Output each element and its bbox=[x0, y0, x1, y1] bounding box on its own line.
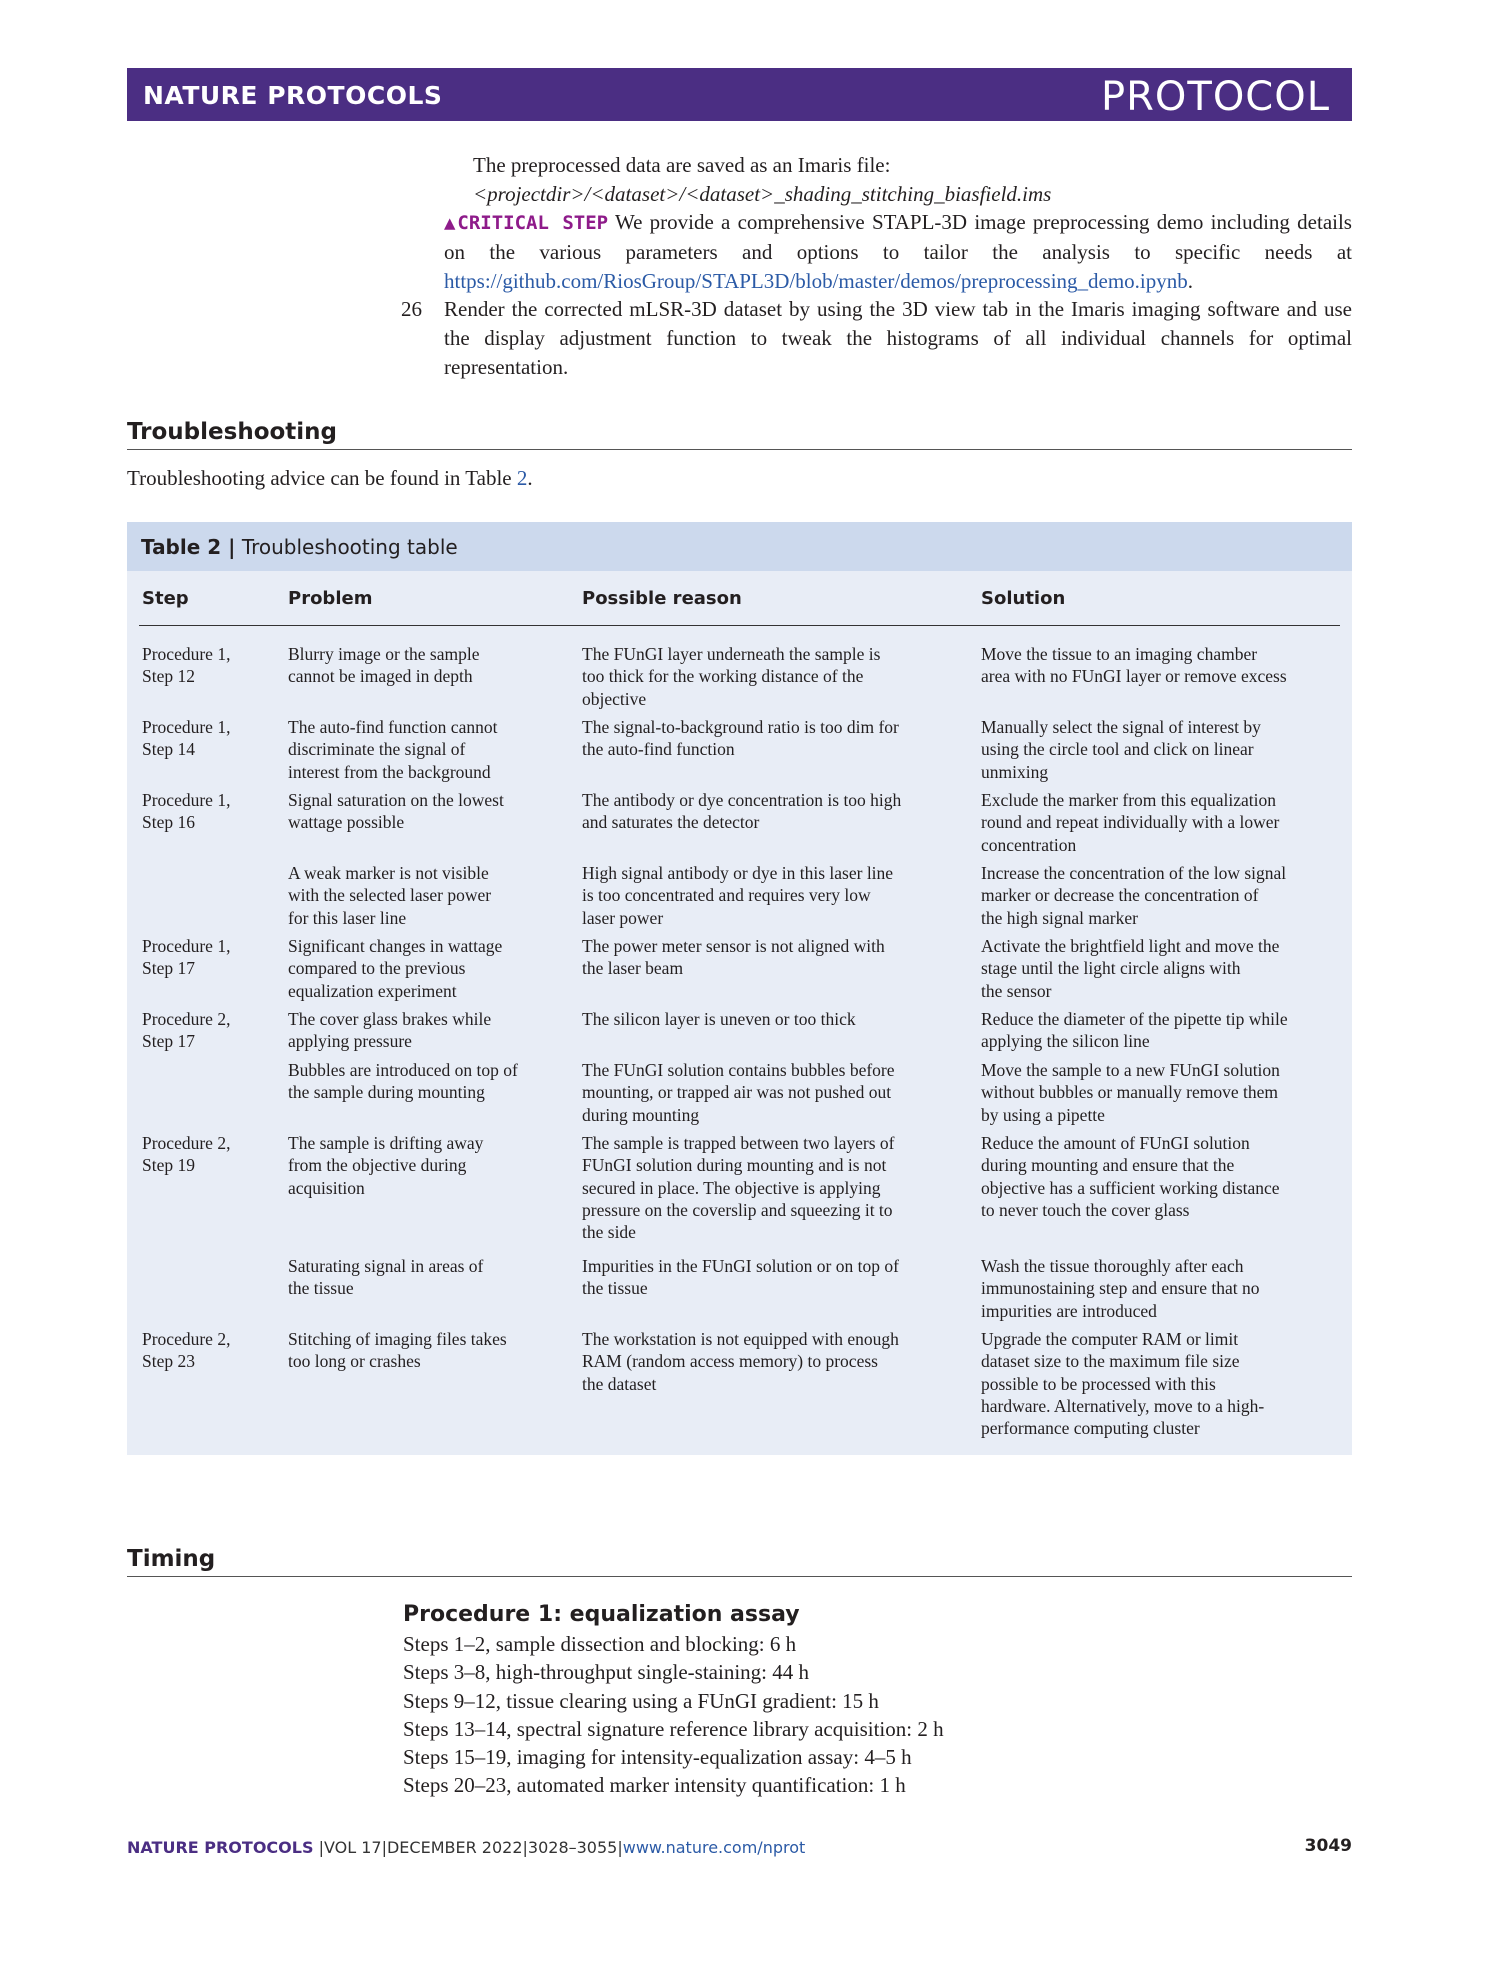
table-header-solution: Solution bbox=[981, 588, 1066, 609]
cell-solution: Upgrade the computer RAM or limit dataset size to the maximum file size possible to be processed with this hardware. Alternatively, move to a high- performance computing cluster bbox=[981, 1329, 1265, 1439]
cell-step: Procedure 1, Step 16 bbox=[142, 790, 231, 833]
table-header-reason: Possible reason bbox=[582, 588, 742, 609]
footer-brand: NATURE PROTOCOLS bbox=[127, 1838, 314, 1857]
cell-reason: The antibody or dye concentration is too high and saturates the detector bbox=[582, 790, 902, 833]
cell-reason: Impurities in the FUnGI solution or on top of the tissue bbox=[582, 1256, 899, 1299]
step-26-text: Render the corrected mLSR-3D dataset by using the 3D view tab in the Imaris imaging software and use the display adjustment function to tweak the histograms of all individual channels for optimal representation. bbox=[444, 297, 1352, 379]
cell-step: Procedure 1, Step 14 bbox=[142, 717, 231, 760]
cell-solution: Reduce the amount of FUnGI solution during mounting and ensure that the objective has a sufficient working distance to never touch the cover glass bbox=[981, 1133, 1280, 1220]
footer-url-link[interactable]: www.nature.com/nprot bbox=[622, 1838, 806, 1857]
cell-reason: The sample is trapped between two layers of FUnGI solution during mounting and is not secured in place. The objective is applying pressure on the coverslip and squeezing it to the side bbox=[582, 1133, 895, 1243]
cell-problem: The cover glass brakes while applying pressure bbox=[288, 1009, 492, 1052]
cell-solution: Exclude the marker from this equalization round and repeat individually with a lower concentration bbox=[981, 790, 1280, 855]
footer-date: DECEMBER 2022 bbox=[386, 1838, 523, 1857]
ims-file-path: <projectdir>/<dataset>/<dataset>_shading_stitching_biasfield.ims bbox=[473, 182, 1052, 206]
cell-problem: Bubbles are introduced on top of the sample during mounting bbox=[288, 1060, 518, 1103]
table-2-link[interactable]: 2 bbox=[516, 466, 528, 490]
cell-reason: The silicon layer is uneven or too thick bbox=[582, 1009, 856, 1029]
cell-solution: Move the sample to a new FUnGI solution without bubbles or manually remove them by using a pipette bbox=[981, 1060, 1280, 1125]
critical-step-paragraph: ▲CRITICAL STEP We provide a comprehensive STAPL-3D image preprocessing demo including details on the various parameters and options to tailor the analysis to specific needs at https://github.com/RiosGroup/STAPL3D/blob/master/demos/preprocessing_demo.ipynb. bbox=[444, 210, 1352, 293]
timing-list bbox=[403, 1630, 944, 1800]
cell-problem: A weak marker is not visible with the selected laser power for this laser line bbox=[288, 863, 492, 928]
preprocessed-data-line: The preprocessed data are saved as an Imaris file: bbox=[473, 153, 891, 177]
cell-step: Procedure 1, Step 12 bbox=[142, 644, 231, 687]
cell-step: Procedure 1, Step 17 bbox=[142, 936, 231, 979]
timing-heading: Timing bbox=[127, 1546, 1352, 1577]
cell-reason: The signal-to-background ratio is too dim for the auto-find function bbox=[582, 717, 899, 760]
cell-step: Procedure 2, Step 17 bbox=[142, 1009, 231, 1052]
cell-reason: The FUnGI solution contains bubbles before mounting, or trapped air was not pushed out during mounting bbox=[582, 1060, 895, 1125]
cell-reason: The workstation is not equipped with enough RAM (random access memory) to process the dataset bbox=[582, 1329, 899, 1394]
step-number: 26 bbox=[401, 297, 422, 321]
cell-solution: Manually select the signal of interest by using the circle tool and click on linear unmixing bbox=[981, 717, 1261, 782]
procedure-1-title: Procedure 1: equalization assay bbox=[403, 1602, 800, 1627]
page-footer: NATURE PROTOCOLS |VOL 17|DECEMBER 2022|3028–3055|www.nature.com/nprot bbox=[127, 1838, 806, 1857]
table-header-problem: Problem bbox=[288, 588, 373, 609]
cell-problem: Blurry image or the sample cannot be imaged in depth bbox=[288, 644, 480, 687]
timing-item: Steps 3–8, high-throughput single-staining: 44 h bbox=[403, 1660, 809, 1685]
cell-solution: Reduce the diameter of the pipette tip while applying the silicon line bbox=[981, 1009, 1288, 1052]
cell-reason: The FUnGI layer underneath the sample is too thick for the working distance of the objective bbox=[582, 644, 881, 709]
cell-step: Procedure 2, Step 19 bbox=[142, 1133, 231, 1176]
journal-header-bar bbox=[127, 68, 1352, 121]
cell-step: Procedure 2, Step 23 bbox=[142, 1329, 231, 1372]
cell-problem: Significant changes in wattage compared to the previous equalization experiment bbox=[288, 936, 503, 1001]
article-type: PROTOCOL bbox=[1100, 74, 1330, 120]
cell-problem: The auto-find function cannot discriminate the signal of interest from the background bbox=[288, 717, 498, 782]
timing-item: Steps 15–19, imaging for intensity-equalization assay: 4–5 h bbox=[403, 1745, 912, 1770]
table-title-bar bbox=[127, 522, 1352, 571]
cell-solution: Increase the concentration of the low signal marker or decrease the concentration of the high signal marker bbox=[981, 863, 1287, 928]
preprocessing-demo-link[interactable]: https://github.com/RiosGroup/STAPL3D/blob/master/demos/preprocessing_demo.ipynb bbox=[444, 269, 1188, 293]
cell-problem: The sample is drifting away from the objective during acquisition bbox=[288, 1133, 484, 1198]
table-title: Table 2 | Troubleshooting table bbox=[141, 535, 458, 559]
cell-problem: Stitching of imaging files takes too long or crashes bbox=[288, 1329, 507, 1372]
cell-solution: Activate the brightfield light and move the stage until the light circle aligns with the sensor bbox=[981, 936, 1280, 1001]
page-number: 3049 bbox=[1304, 1836, 1352, 1856]
critical-step-label: ▲CRITICAL STEP bbox=[444, 212, 609, 234]
timing-item: Steps 13–14, spectral signature reference library acquisition: 2 h bbox=[403, 1716, 944, 1741]
troubleshooting-advice: Troubleshooting advice can be found in Table 2. bbox=[127, 466, 533, 490]
troubleshooting-heading: Troubleshooting bbox=[127, 419, 1352, 450]
table-header-rule bbox=[139, 625, 1340, 626]
footer-volume: VOL 17 bbox=[323, 1838, 382, 1857]
cell-problem: Saturating signal in areas of the tissue bbox=[288, 1256, 484, 1299]
cell-solution: Move the tissue to an imaging chamber area with no FUnGI layer or remove excess bbox=[981, 644, 1287, 687]
cell-problem: Signal saturation on the lowest wattage possible bbox=[288, 790, 504, 833]
cell-solution: Wash the tissue thoroughly after each immunostaining step and ensure that no impurities are introduced bbox=[981, 1256, 1260, 1321]
cell-reason: The power meter sensor is not aligned with the laser beam bbox=[582, 936, 885, 979]
footer-pages: 3028–3055 bbox=[527, 1838, 618, 1857]
timing-item: Steps 1–2, sample dissection and blocking: 6 h bbox=[403, 1632, 797, 1656]
journal-name: NATURE PROTOCOLS bbox=[143, 81, 443, 110]
table-header-step: Step bbox=[142, 588, 189, 609]
cell-reason: High signal antibody or dye in this laser line is too concentrated and requires very low laser power bbox=[582, 863, 894, 928]
timing-item: Steps 20–23, automated marker intensity quantification: 1 h bbox=[403, 1773, 906, 1798]
timing-item: Steps 9–12, tissue clearing using a FUnGI gradient: 15 h bbox=[403, 1688, 879, 1713]
